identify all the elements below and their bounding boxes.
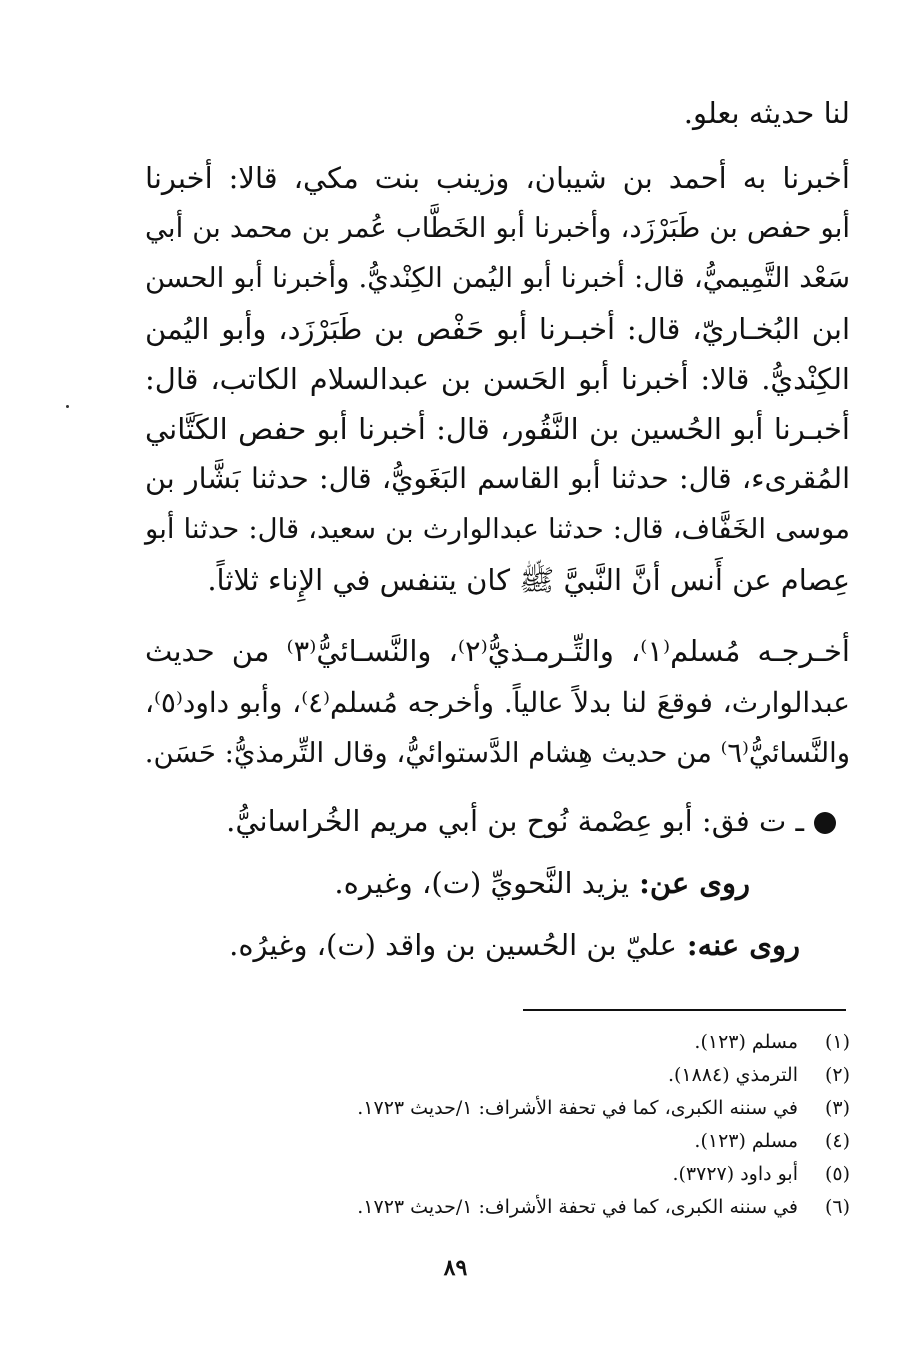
paragraph-line: ابن البُخـاريّ، قال: أخبـرنا أبو حَفْص بن طَبَرْزَد، وأبو اليُمن <box>145 311 850 346</box>
narrated-from-line <box>145 852 850 914</box>
bullet-icon <box>814 812 836 834</box>
paragraph-line: عِصام عن أَنس أنَّ النَّبيَّ ﷺ كان يتنفس في الإِناء ثلاثاً. <box>207 562 850 597</box>
footnote-text: الترمذي (١٨٨٤). <box>667 1064 798 1086</box>
footnote <box>200 1026 850 1059</box>
footnote <box>200 1092 850 1125</box>
footnote-text: في سننه الكبرى، كما في تحفة الأشراف: ١/حديث ١٧٢٣. <box>357 1196 798 1218</box>
paragraph-line: أخبرنا به أحمد بن شيبان، وزينب بنت مكي، قالا: أخبرنا <box>145 161 850 195</box>
narrated-by-line <box>145 914 850 976</box>
footnote-text: في سننه الكبرى، كما في تحفة الأشراف: ١/حديث ١٧٢٣. <box>357 1097 798 1119</box>
footnote-text: أبو داود (٣٧٢٧). <box>672 1163 798 1185</box>
footnote <box>200 1125 850 1158</box>
narrator-heading <box>145 790 850 852</box>
footnote-divider <box>523 1009 846 1011</box>
isnad-paragraph <box>145 153 850 605</box>
paragraph-line: عبدالوارث، فوقعَ لنا بدلاً عالياً. وأخرجه مُسلم⁽٤⁾، وأبو داود⁽٥⁾، <box>145 686 851 719</box>
takhrij-paragraph <box>145 626 850 779</box>
paragraph-line: موسى الخَفَّاف، قال: حدثنا عبدالوارث بن سعيد، قال: حدثنا أبو <box>145 513 850 546</box>
footnote <box>200 1191 850 1224</box>
footnote-text: مسلم (١٢٣). <box>694 1130 798 1152</box>
footnote <box>200 1059 850 1092</box>
footnote-text: مسلم (١٢٣). <box>694 1031 798 1053</box>
scan-speck <box>66 405 69 408</box>
paragraph-line: أخبـرنا أبو الحُسين بن النَّقُور، قال: أخبرنا أبو حفص الكَتَّاني <box>145 411 850 446</box>
footnote-number: (٥) <box>824 1163 850 1185</box>
footnote-number: (٢) <box>824 1064 850 1086</box>
paragraph-line: سَعْد التَّمِيميُّ، قال: أخبرنا أبو اليُمن الكِنْديُّ. وأخبرنا أبو الحسن <box>145 262 850 295</box>
narrated-from-text: يزيد النَّحويِّ (ت)، وغيره. <box>334 866 630 900</box>
narrated-by-label: روى عنه: <box>686 928 800 962</box>
footnote-number: (٣) <box>824 1097 850 1119</box>
narrated-by-text: عليّ بن الحُسين بن واقد (ت)، وغيرُه. <box>229 928 677 962</box>
footnotes <box>200 1026 850 1224</box>
footnote <box>200 1158 850 1191</box>
paragraph-line: أخـرجـه مُسلم⁽١⁾، والتِّـرمـذيُّ⁽٢⁾، والنَّسـائيُّ⁽٣⁾ من حديث <box>145 634 850 668</box>
paragraph-line: المُقرىء، قال: حدثنا أبو القاسم البَغَويُّ، قال: حدثنا بَشَّار بن <box>145 462 850 496</box>
paragraph-line: أبو حفص بن طَبَرْزَد، وأخبرنا أبو الخَطَّاب عُمر بن محمد بن أبي <box>145 212 850 245</box>
paragraph-line: والنَّسائيُّ⁽٦⁾ من حديث هِشام الدَّستوائيُّ، وقال التِّرمذيُّ: حَسَن. <box>144 737 850 769</box>
page-number: ٨٩ <box>443 1255 468 1281</box>
intro-text: لنا حديثه بعلو. <box>683 96 850 130</box>
paragraph-line: الكِنْديُّ. قالا: أخبرنا أبو الحَسن بن عبدالسلام الكاتب، قال: <box>145 361 850 396</box>
narrated-from-label: روى عن: <box>639 866 750 900</box>
narrator-entry <box>145 790 850 976</box>
footnote-number: (١) <box>824 1031 850 1053</box>
narrator-heading-text: ـ ت فق: أبو عِصْمة نُوح بن أبي مريم الخُراسانيُّ. <box>226 804 804 838</box>
intro-line <box>145 96 850 130</box>
footnote-number: (٤) <box>824 1130 850 1152</box>
footnote-number: (٦) <box>824 1196 850 1218</box>
